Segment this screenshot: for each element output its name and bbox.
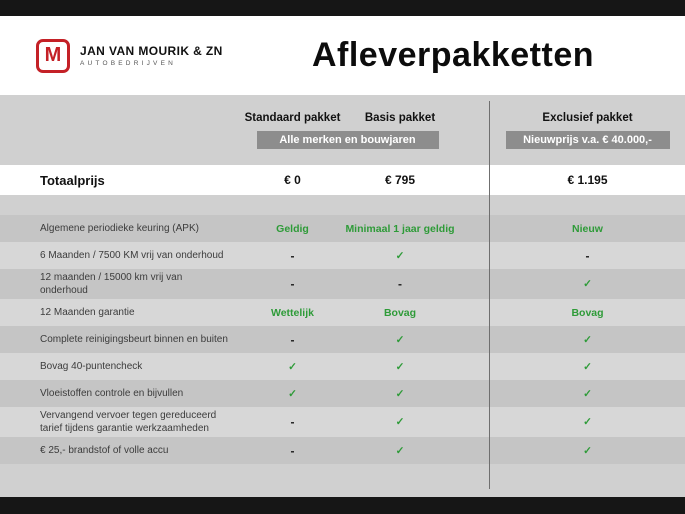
column-header-basis: Basis pakket <box>364 112 436 124</box>
table-row <box>0 407 685 437</box>
row-label: Bovag 40-puntencheck <box>40 361 143 372</box>
total-standaard: € 0 <box>284 173 301 187</box>
cell-standaard: - <box>290 415 295 429</box>
cell-standaard: ✓ <box>288 387 297 400</box>
total-exclusief: € 1.195 <box>567 173 608 187</box>
cell-standaard: - <box>290 443 295 458</box>
cell-exclusief: ✓ <box>583 278 592 290</box>
cell-exclusief: Bovag <box>571 306 604 319</box>
page-title: Afleverpakketten <box>311 36 594 74</box>
table-row <box>0 380 685 407</box>
cell-exclusief: ✓ <box>583 444 592 457</box>
cell-basis: ✓ <box>395 416 405 428</box>
cell-exclusief: ✓ <box>583 416 592 428</box>
cell-basis: ✓ <box>395 444 405 457</box>
cell-basis: Minimaal 1 jaar geldig <box>345 222 455 235</box>
column-divider <box>489 101 490 489</box>
badge-cell-right <box>490 130 685 149</box>
table-row <box>0 437 685 464</box>
table-row <box>0 326 685 353</box>
cell-exclusief: - <box>585 248 590 263</box>
comparison-table <box>0 95 685 497</box>
cell-basis: ✓ <box>395 333 405 346</box>
row-label: Vervangend vervoer tegen gereduceerd tarief tijdens garantie werkzaamheden <box>40 410 217 434</box>
cell-exclusief: Nieuw <box>572 222 603 235</box>
totals-row <box>0 165 685 195</box>
row-label: 12 Maanden garantie <box>40 307 135 318</box>
brand-logo <box>36 39 251 73</box>
cell-basis: ✓ <box>395 387 405 400</box>
row-label: € 25,- brandstof of volle accu <box>40 445 169 456</box>
row-label: Complete reinigingsbeurt binnen en buiten <box>40 334 228 345</box>
table-row <box>0 215 685 242</box>
column-headers <box>0 95 685 127</box>
cell-basis: ✓ <box>395 249 405 262</box>
table-row <box>0 353 685 380</box>
top-bar <box>0 0 685 16</box>
totals-label: Totaalprijs <box>40 172 105 188</box>
cell-basis: Bovag <box>383 306 417 319</box>
cell-exclusief: ✓ <box>583 333 592 346</box>
row-label: 6 Maanden / 7500 KM vrij van onderhoud <box>40 250 224 261</box>
cell-standaard: Geldig <box>276 222 309 235</box>
cell-standaard: Wettelijk <box>271 306 314 319</box>
row-label: Vloeistoffen controle en bijvullen <box>40 388 184 399</box>
cell-standaard: ✓ <box>288 360 297 373</box>
feature-rows <box>0 215 685 464</box>
cell-basis: - <box>398 277 402 291</box>
cell-standaard: - <box>290 332 295 347</box>
column-header-standaard: Standaard pakket <box>244 112 341 124</box>
cell-standaard: - <box>290 277 295 291</box>
header <box>0 16 685 95</box>
cell-standaard: - <box>290 248 295 263</box>
cell-exclusief: ✓ <box>583 360 592 373</box>
badge-cell-left <box>240 130 455 149</box>
brand-text <box>80 44 223 67</box>
cell-exclusief: ✓ <box>583 387 592 400</box>
badge-nieuwprijs: Nieuwprijs v.a. € 40.000,- <box>506 131 670 149</box>
brand-m-icon <box>36 39 70 73</box>
brand-name: JAN VAN MOURIK & ZN <box>80 44 223 58</box>
brand-subtitle: AUTOBEDRIJVEN <box>80 60 177 67</box>
row-label: Algemene periodieke keuring (APK) <box>40 223 199 234</box>
badges-row <box>0 129 685 149</box>
badge-alle-merken: Alle merken en bouwjaren <box>257 131 439 149</box>
cell-basis: ✓ <box>395 360 405 373</box>
row-label: 12 maanden / 15000 km vrij van onderhoud <box>40 272 183 296</box>
total-basis: € 795 <box>384 173 416 187</box>
column-header-exclusief: Exclusief pakket <box>542 112 633 124</box>
table-row <box>0 299 685 326</box>
table-row <box>0 269 685 299</box>
bottom-bar <box>0 497 685 514</box>
table-row <box>0 242 685 269</box>
logo-letter: M <box>44 44 62 66</box>
